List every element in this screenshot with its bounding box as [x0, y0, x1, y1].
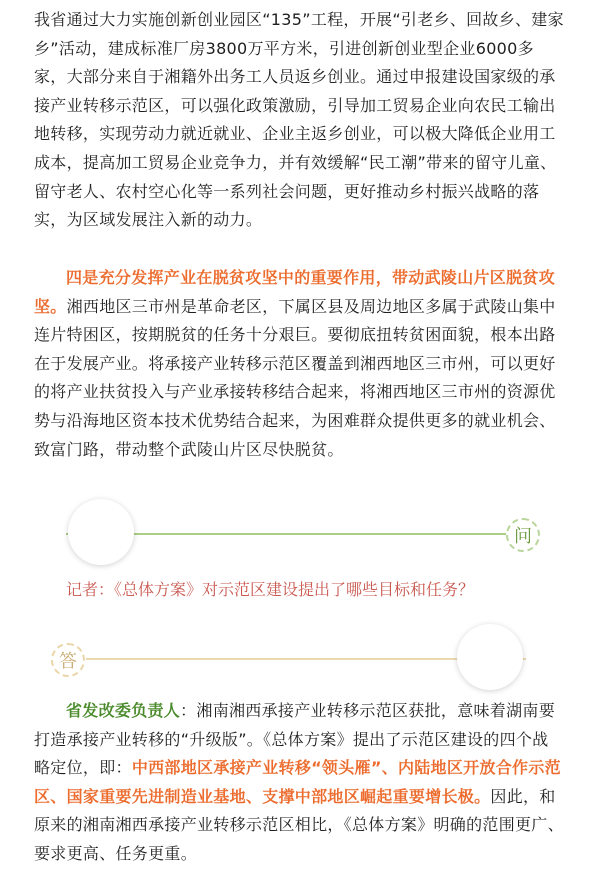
paragraph-1: [34, 6, 564, 235]
reporter-question: 记者：《总体方案》对示范区建设提出了哪些目标和任务？: [66, 580, 475, 599]
speaker-name: 省发改委负责人: [66, 701, 181, 720]
answer-badge: 答: [51, 643, 85, 677]
paragraph-2-text: 湘西地区三市州是革命老区，下属区县及周边地区多属于武陵山集中连片特困区，按期脱贫的任务十分艰巨。要彻底扭转贫困面貌，根本出路在于发展产业。将承接产业转移示范区覆盖到湘西地区三市州，可以更好的将产业扶贫投入与产业承接转移结合起来，将湘西地区三市州的资源优势与沿海地区资本技术优势结合起来，为困难群众提供更多的就业机会、致富门路，带动整个武陵山片区尽快脱贫。: [34, 296, 556, 459]
answer-circle-decoration: [457, 624, 523, 690]
paragraph-3-highlight: 中西部地区承接产业转移“领头雁”、内陆地区开放合作示范区、国家重要先进制造业基地、支撑中部地区崛起重要增长极。: [34, 758, 561, 806]
question-divider: [66, 533, 536, 535]
question-badge: 问: [506, 518, 540, 552]
paragraph-2-highlight: 四是充分发挥产业在脱贫攻坚中的重要作用，带动武陵山片区脱贫攻坚。: [34, 268, 556, 316]
paragraph-1-text: 我省通过大力实施创新创业园区“135”工程，开展“引老乡、回故乡、建家乡”活动，建成标准厂房3800万平方米，引进创新创业型企业6000多家，大部分来自于湘籍外出务工人员返乡创业。通过申报建设国家级的承接产业转移示范区，可以强化政策激励，引导加工贸易企业向农民工输出地转移，实现劳动力就近就业、企业主返乡创业，可以极大降低企业用工成本，提高加工贸易企业竞争力，并有效缓解“民工潮”带来的留守儿童、留守老人、农村空心化等一系列社会问题，更好推动乡村振兴战略的落实，为区域发展注入新的动力。: [34, 10, 564, 230]
question-circle-decoration: [68, 499, 134, 565]
paragraph-3: [34, 697, 564, 869]
paragraph-2: [34, 264, 564, 464]
paragraph-3-text-2: 因此，和原来的湘南湘西承接产业转移示范区相比，《总体方案》明确的范围更广、要求更高、任务更重。: [34, 786, 564, 863]
paragraph-3-text-1: ：湘南湘西承接产业转移示范区获批，意味着湖南要打造承接产业转移的“升级版”。《总体方案》提出了示范区建设的四个战略定位，即：: [34, 701, 556, 778]
